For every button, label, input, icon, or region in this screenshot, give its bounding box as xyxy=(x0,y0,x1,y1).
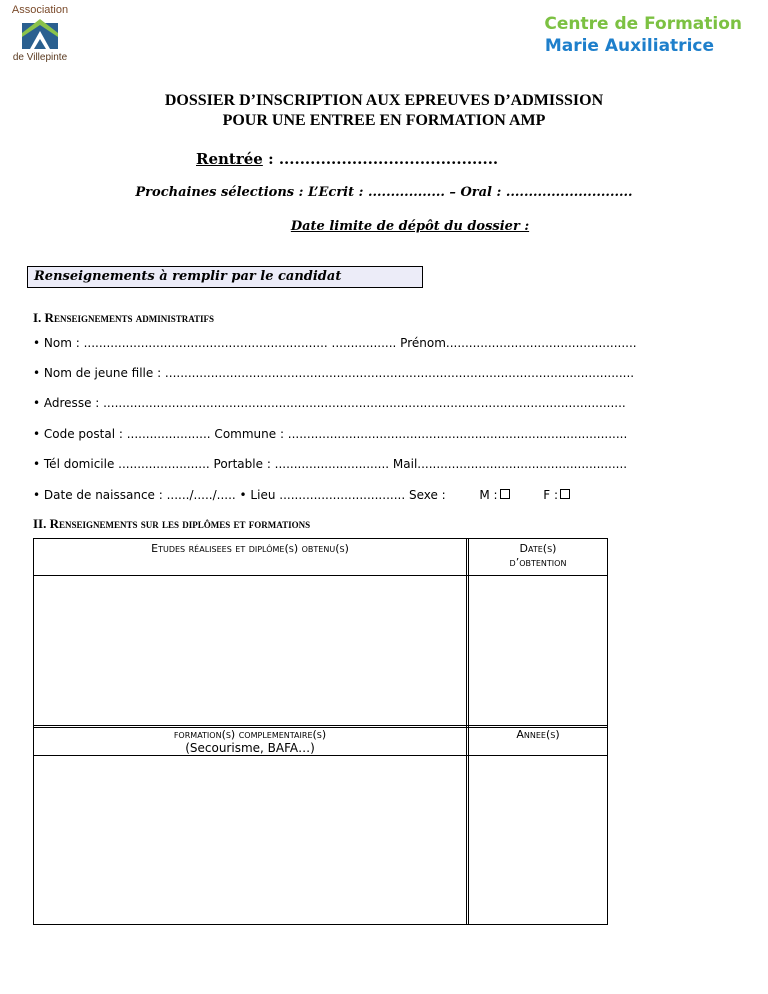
sexe-f-checkbox[interactable] xyxy=(560,489,570,499)
association-logo xyxy=(6,4,74,66)
date-limite-line: Date limite de dépôt du dossier : xyxy=(290,219,530,234)
logo-top-text: Association xyxy=(11,4,69,16)
centre-name-line2: Marie Auxiliatrice xyxy=(544,36,714,56)
candidate-box-label: Renseignements à remplir par le candidat xyxy=(27,266,423,288)
document-title-line2: POUR UNE ENTREE EN FORMATION AMP xyxy=(222,112,546,129)
rentree-line xyxy=(196,150,498,168)
nom-field-line: • Nom : ................................................................ ................. Prénom.................................................. xyxy=(33,336,637,350)
sexe-m-checkbox[interactable] xyxy=(500,489,510,499)
date-input-cell[interactable] xyxy=(469,576,607,725)
formation-input-cell[interactable] xyxy=(34,756,466,924)
etudes-input-cell[interactable] xyxy=(34,576,466,725)
house-logo-icon xyxy=(20,17,60,51)
col-date-header-2: d’obtention xyxy=(509,556,567,569)
naissance-text: • Date de naissance : ....../...../..... • Lieu ................................. Sexe : xyxy=(33,488,446,502)
logo-bottom-text: de Villepinte xyxy=(12,52,68,63)
col-formation-header-1: formation(s) complementaire(s) xyxy=(173,728,327,741)
rentree-label: Rentrée xyxy=(196,150,263,168)
adresse-field-line: • Adresse : ......................................................................................................................................... xyxy=(33,396,626,410)
sexe-f-label: F : xyxy=(543,488,559,502)
document-title-line1: DOSSIER D’INSCRIPTION AUX EPREUVES D’ADMISSION xyxy=(164,92,604,109)
selections-line: Prochaines sélections : L’Ecrit : ................. – Oral : ............................ xyxy=(135,185,633,200)
col-date-header-1: Date(s) xyxy=(519,542,557,555)
naissance-field-line xyxy=(33,488,738,502)
annee-input-cell[interactable] xyxy=(469,756,607,924)
col-etudes-header: Etudes réalisees et diplôme(s) obtenu(s) xyxy=(151,542,349,555)
table-divider-left xyxy=(466,539,467,924)
tel-field-line: • Tél domicile ........................ Portable : .............................. Mail....................................................... xyxy=(33,457,628,471)
diplomas-table xyxy=(33,538,608,925)
section2-title: II. Renseignements sur les diplômes et formations xyxy=(33,516,311,531)
table-section-rule xyxy=(34,725,607,726)
rentree-field: : .......................................... xyxy=(262,150,499,168)
section1-title: I. Renseignements administratifs xyxy=(33,310,215,325)
centre-name-line1: Centre de Formation xyxy=(544,14,742,34)
col-formation-header-2: (Secourisme, BAFA…) xyxy=(185,741,315,755)
col-annee-header: Annee(s) xyxy=(516,728,560,741)
sexe-m-label: M : xyxy=(479,488,498,502)
nom-jeune-fille-field-line: • Nom de jeune fille : ........................................................................................................................... xyxy=(33,366,635,380)
code-postal-field-line: • Code postal : ...................... Commune : ......................................................................................... xyxy=(33,427,628,441)
